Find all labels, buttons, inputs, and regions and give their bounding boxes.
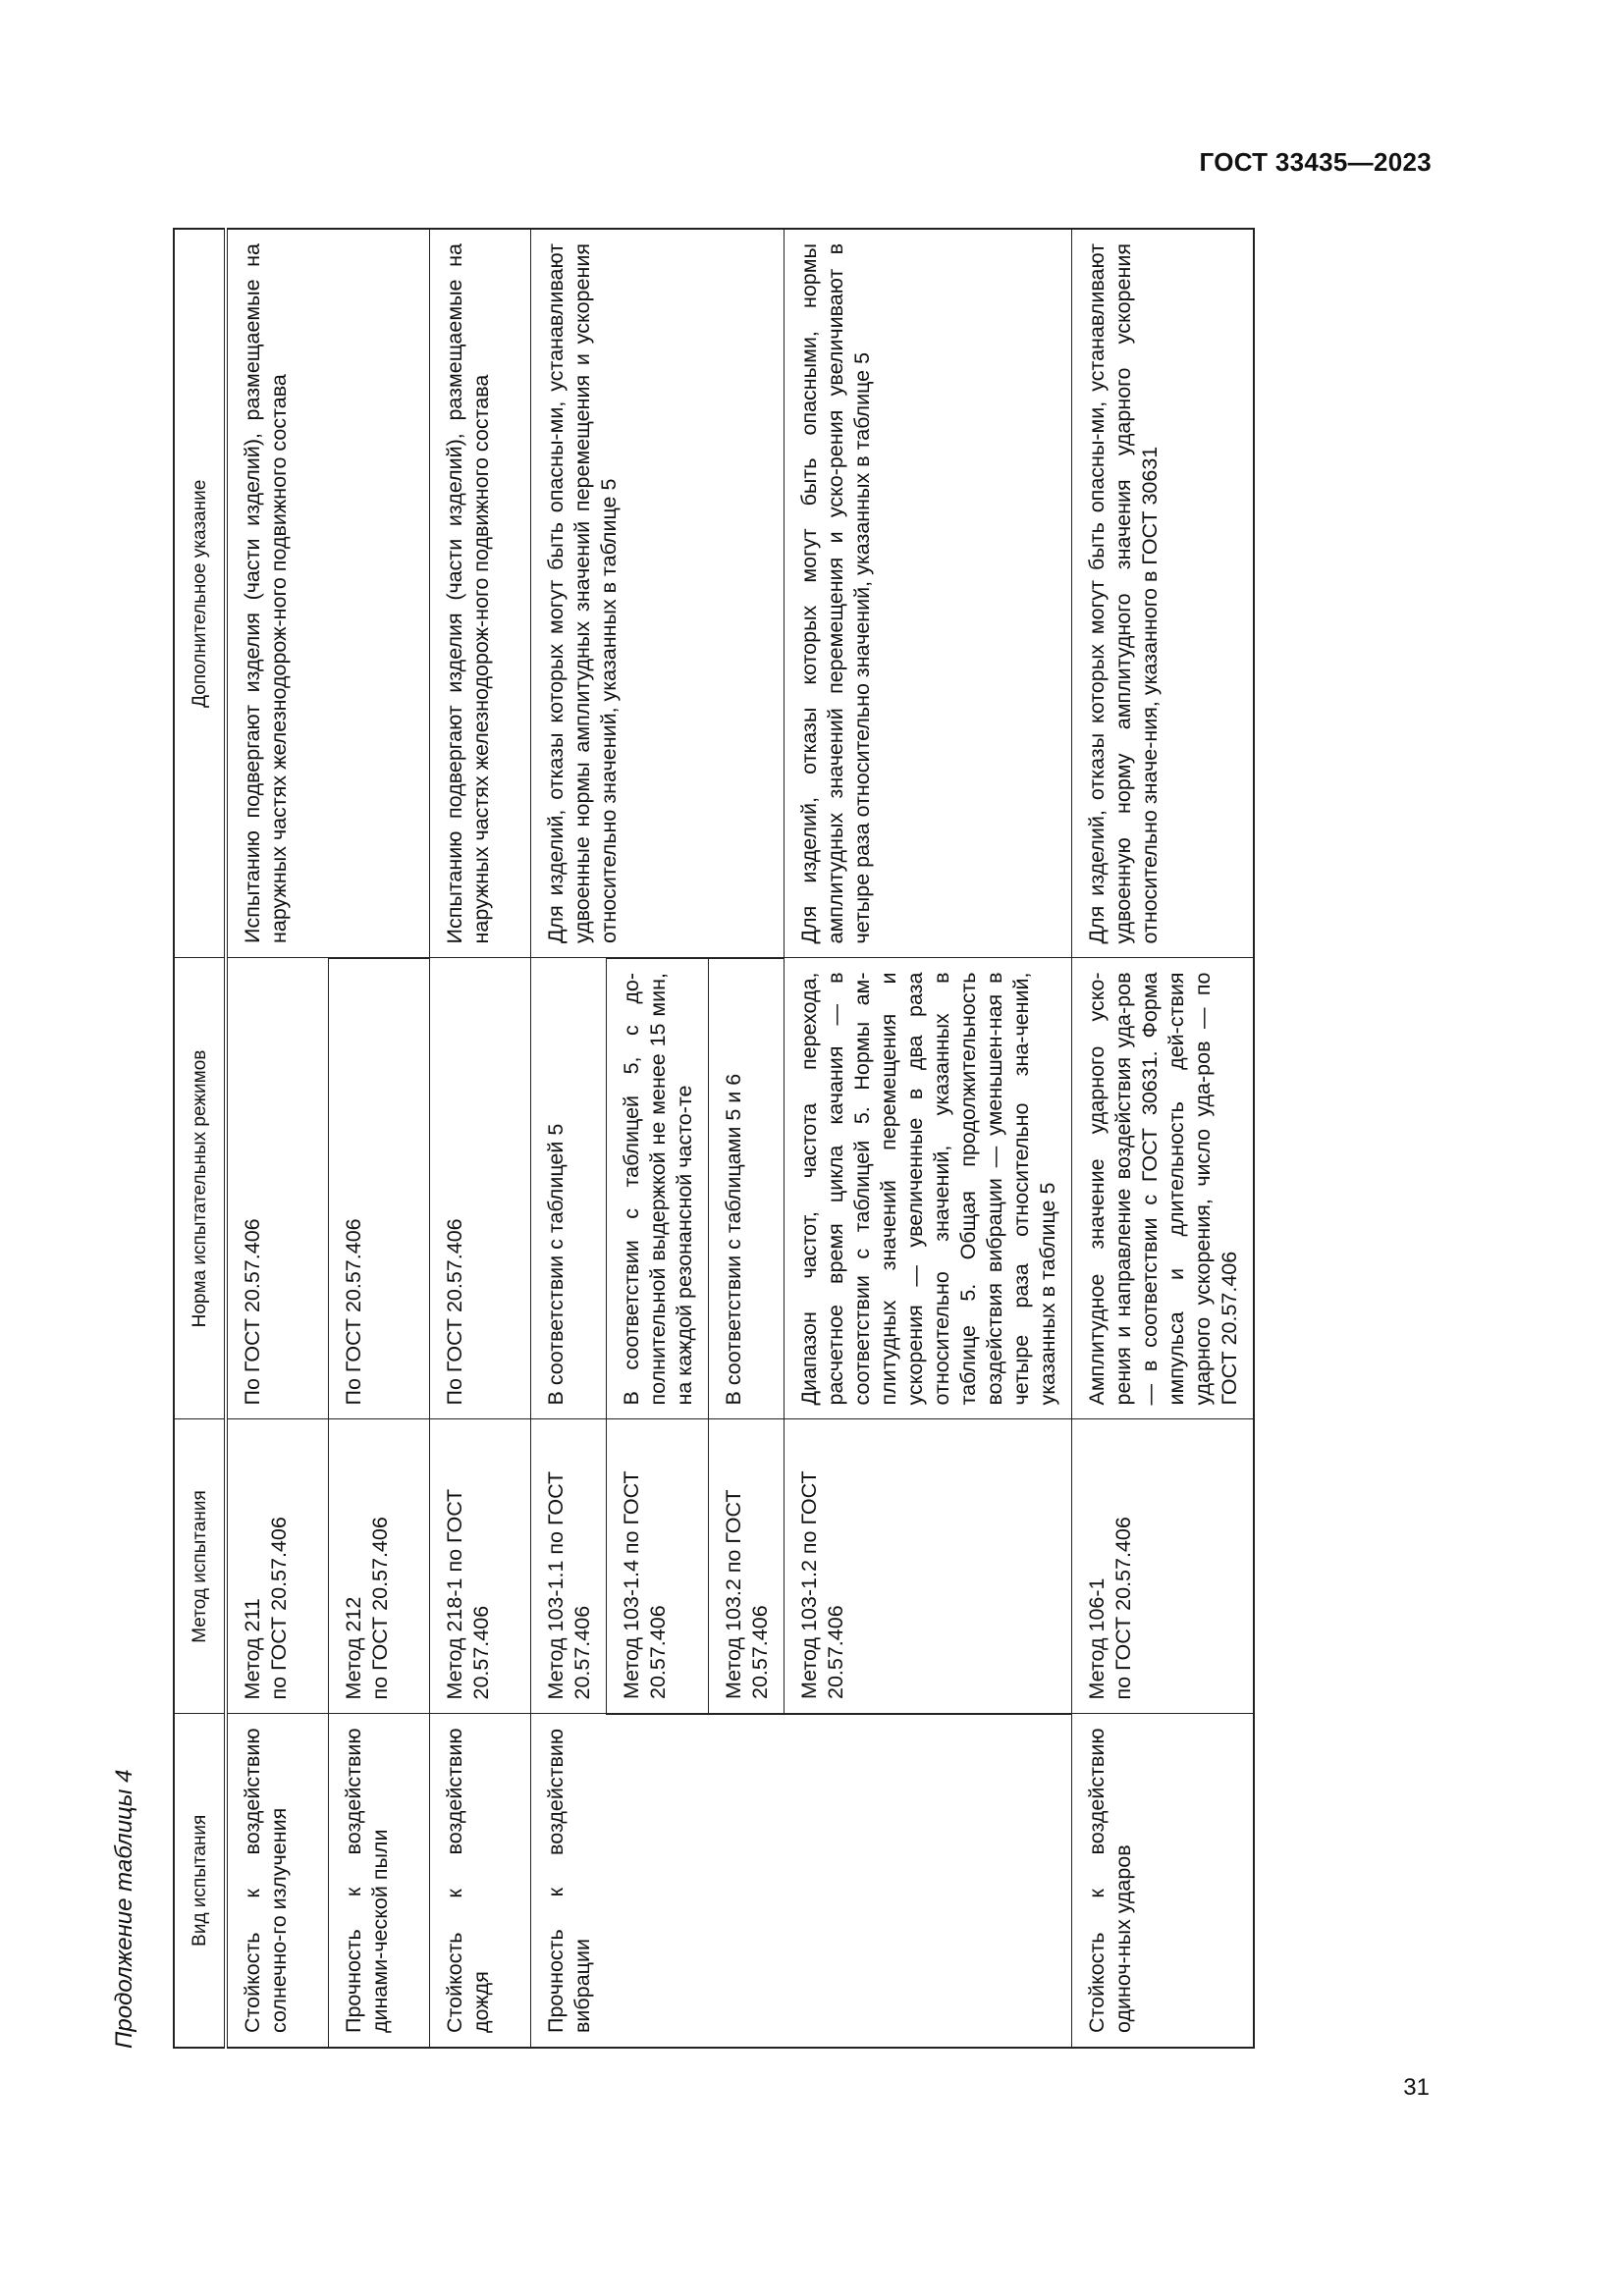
cell-test-method: Метод 212 по ГОСТ 20.57.406: [329, 1419, 430, 1714]
table-row: [1072, 229, 1255, 2048]
cell-test-norm: В соответствии с таблицей 5, с до-полнительной выдержкой не менее 15 мин, на каждой резонансной часто-те: [607, 958, 709, 1419]
cell-test-type: Стойкость к воздействию дождя: [430, 1714, 531, 2048]
table-header-row: [174, 229, 226, 2048]
cell-test-norm: В соответствии с таблицей 5: [531, 958, 607, 1419]
cell-additional-note: Испытанию подвергают изделия (части изделий), размещаемые на наружных частях железнодорож-ного подвижного состава: [430, 229, 531, 958]
cell-test-method: Метод 103-1.4 по ГОСТ 20.57.406: [607, 1419, 709, 1714]
cell-test-norm: По ГОСТ 20.57.406: [430, 958, 531, 1419]
cell-test-method: Метод 103-1.1 по ГОСТ 20.57.406: [531, 1419, 607, 1714]
header-additional-note: Дополнительное указание: [174, 229, 226, 958]
cell-additional-note: Для изделий, отказы которых могут быть опасными, нормы амплитудных значений перемещения и уско-рения увеличивают в четыре раза относительно значений, указанных в таблице 5: [785, 229, 1072, 958]
cell-test-method: Метод 211 по ГОСТ 20.57.406: [226, 1419, 329, 1714]
cell-additional-note: Испытанию подвергают изделия (части изделий), размещаемые на наружных частях железнодорож-ного подвижного состава: [226, 229, 430, 958]
header-test-norm: Норма испытательных режимов: [174, 958, 226, 1419]
test-table: [173, 228, 1255, 2049]
header-test-method: Метод испытания: [174, 1419, 226, 1714]
rotated-table-block: [110, 227, 1308, 2049]
table-row: [226, 229, 329, 2048]
cell-test-type: Стойкость к воздействию солнечно-го излучения: [226, 1714, 329, 2048]
cell-test-type: Стойкость к воздействию одиноч-ных ударов: [1072, 1714, 1255, 2048]
cell-test-type: Прочность к воздействию динами-ческой пыли: [329, 1714, 430, 2048]
cell-test-method: Метод 103.2 по ГОСТ 20.57.406: [709, 1419, 785, 1714]
table-row: [531, 229, 607, 2048]
cell-additional-note: Для изделий, отказы которых могут быть опасны-ми, устанавливают удвоенную норму амплитудного значения ударного ускорения относительно значе-ния, указанного в ГОСТ 30631: [1072, 229, 1255, 958]
standard-number: ГОСТ 33435—2023: [1199, 147, 1432, 177]
table-row: [430, 229, 531, 2048]
table-caption: Продолжение таблицы 4: [111, 1769, 137, 2049]
cell-test-norm: В соответствии с таблицами 5 и 6: [709, 958, 785, 1419]
cell-test-norm: По ГОСТ 20.57.406: [329, 958, 430, 1419]
cell-test-norm: Диапазон частот, частота перехода, расчетное время цикла качания — в соответствии с таблицей 5. Нормы ам-плитудных значений перемещения и ускорения — увеличенные в два раза относительно значений, указанных в таблице 5. Общая продолжительность воздействия вибрации — уменьшен-ная в четыре раза относительно зна-чений, указанных в таблице 5: [785, 958, 1072, 1419]
cell-test-method: Метод 106-1 по ГОСТ 20.57.406: [1072, 1419, 1255, 1714]
header-test-type: Вид испытания: [174, 1714, 226, 2048]
cell-test-method: Метод 218-1 по ГОСТ 20.57.406: [430, 1419, 531, 1714]
cell-test-norm: По ГОСТ 20.57.406: [226, 958, 329, 1419]
cell-test-type: Прочность к воздействию вибрации: [531, 1714, 1072, 2048]
cell-test-norm: Амплитудное значение ударного уско-рения и направление воздействия уда-ров — в соответствии с ГОСТ 30631. Форма импульса и длительность дей-ствия ударного ускорения, число уда-ров — по ГОСТ 20.57.406: [1072, 958, 1255, 1419]
cell-additional-note: Для изделий, отказы которых могут быть опасны-ми, устанавливают удвоенные нормы амплитудных значений перемещения и ускорения относительно значений, указанных в таблице 5: [531, 229, 785, 958]
cell-test-method: Метод 103-1.2 по ГОСТ 20.57.406: [785, 1419, 1072, 1714]
page-number: 31: [1403, 2074, 1430, 2101]
